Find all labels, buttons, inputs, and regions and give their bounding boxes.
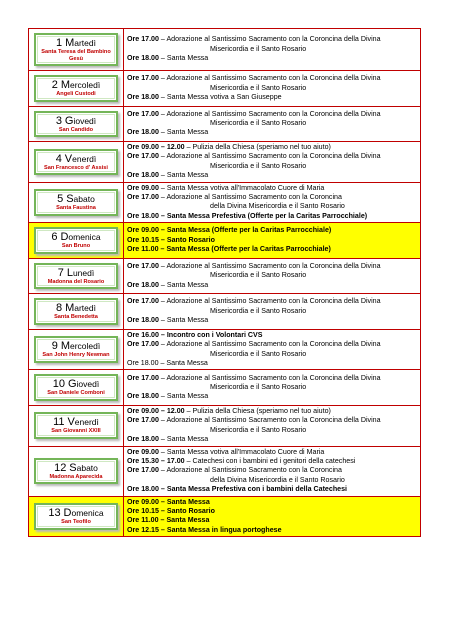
event-description: – Adorazione al Santissimo Sacramento con la Coroncina [158, 193, 342, 202]
event-line [127, 331, 417, 340]
events-cell [124, 71, 421, 107]
event-time: Ore 11.00 [127, 516, 159, 525]
event-time: Ore 10.15 [127, 506, 159, 515]
day-box [34, 189, 118, 216]
event-line [127, 416, 417, 425]
day-number: 10 [52, 378, 66, 391]
day-box [34, 111, 118, 138]
day-row [29, 446, 421, 496]
day-cell [29, 142, 124, 183]
day-cell [29, 71, 124, 107]
day-row [29, 142, 421, 183]
day-name [37, 79, 115, 91]
event-description: – Adorazione al Santissimo Sacramento con la Coroncina della Divina [158, 416, 381, 425]
event-description: – Santa Messa Prefestiva con i bambini della Catechesi [158, 485, 348, 494]
event-description: Ore 18.00 – Santa Messa [127, 358, 208, 367]
weekday-initial: L [66, 266, 73, 279]
day-name [37, 231, 115, 243]
event-continuation: Misericordia e il Santo Rosario [210, 425, 307, 434]
schedule-table [28, 28, 421, 537]
day-name [37, 462, 115, 474]
event-line [127, 212, 417, 221]
event-description: – Santa Messa [158, 128, 209, 137]
event-line [127, 171, 417, 180]
event-time: Ore 17.00 [127, 74, 159, 83]
event-continuation: Misericordia e il Santo Rosario [210, 382, 307, 391]
day-box [34, 75, 118, 102]
event-line [127, 281, 417, 290]
day-number: 2 [51, 79, 58, 91]
day-cell [29, 106, 124, 142]
event-continuation: Misericordia e il Santo Rosario [210, 161, 307, 170]
day-row [29, 370, 421, 406]
event-description: – Santa Messa [158, 392, 209, 401]
event-description: – Santa Messa votiva all'Immacolato Cuore di Maria [158, 447, 325, 456]
event-description: – Adorazione al Santissimo Sacramento con la Coroncina della Divina [158, 109, 381, 118]
day-box [34, 458, 118, 485]
event-time: Ore 09.00 [127, 226, 159, 235]
event-description: – Santa Messa in lingua portoghese [158, 525, 282, 534]
day-cell [29, 329, 124, 370]
event-description: – Pulizia della Chiesa (speriamo nel tuo aiuto) [184, 406, 331, 415]
day-name [37, 115, 115, 127]
event-line [127, 498, 417, 507]
sunday-row [29, 496, 421, 537]
event-description: – Santa Messa [158, 516, 210, 525]
event-line [127, 374, 417, 383]
day-name [37, 378, 115, 390]
saint-name: Madonna Aparecida [49, 473, 103, 480]
day-cell [29, 258, 124, 294]
event-line [127, 457, 417, 466]
event-line [127, 516, 417, 525]
event-line [127, 448, 417, 457]
day-row [29, 71, 421, 107]
event-time: Ore 11.00 [127, 245, 159, 254]
event-time: Ore 18.00 [127, 92, 159, 101]
weekday-initial: M [60, 79, 70, 91]
event-line [127, 392, 417, 401]
event-line [127, 359, 417, 368]
event-time: Ore 17.00 [127, 373, 159, 382]
day-name [37, 267, 115, 279]
day-row [29, 329, 421, 370]
event-description: – Adorazione al Santissimo Sacramento con la Coroncina della Divina [158, 261, 381, 270]
event-line [127, 507, 417, 516]
event-line [127, 485, 417, 494]
event-time: Ore 17.00 [127, 35, 159, 44]
event-time: Ore 17.00 [127, 193, 159, 202]
event-line [127, 110, 417, 119]
saint-name: Madonna del Rosario [47, 278, 105, 285]
events-cell [124, 223, 421, 259]
event-time: Ore 18.00 [127, 171, 159, 180]
day-name [37, 193, 115, 205]
event-line [127, 526, 417, 535]
day-number: 6 [51, 231, 58, 244]
day-number: 12 [54, 461, 67, 474]
day-box [34, 412, 118, 439]
event-time: Ore 16.00 [127, 330, 159, 339]
event-time: Ore 18.00 [127, 54, 159, 63]
weekday-initial: S [69, 461, 77, 474]
events-cell [124, 496, 421, 537]
events-cell [124, 294, 421, 330]
events-cell [124, 405, 421, 446]
day-box [34, 503, 118, 530]
event-time: Ore 18.00 [127, 392, 159, 401]
weekday-rest: enerdì [74, 417, 99, 428]
event-description: – Santa Messa [158, 280, 209, 289]
weekday-rest: ercoledì [69, 80, 101, 90]
event-line [127, 407, 417, 416]
event-time: Ore 10.15 [127, 235, 159, 244]
event-time: Ore 17.00 [127, 109, 159, 118]
weekday-rest: artedì [74, 303, 96, 314]
events-cell [124, 142, 421, 183]
event-description: – Adorazione al Santissimo Sacramento con la Coroncina della Divina [158, 297, 381, 306]
event-time: Ore 17.00 [127, 261, 159, 270]
weekday-rest: artedì [74, 38, 96, 48]
event-description: – Santa Messa (Offerte per la Caritas Parrocchiale) [158, 245, 331, 254]
event-time: Ore 17.00 [127, 466, 159, 475]
weekday-initial: D [60, 231, 69, 244]
day-number: 13 [48, 507, 61, 520]
day-cell [29, 405, 124, 446]
weekday-rest: omenica [71, 508, 104, 519]
weekday-initial: V [64, 152, 73, 165]
saint-name: San Bruno [61, 243, 91, 250]
event-line [127, 340, 417, 349]
day-name [37, 416, 115, 428]
day-number: 8 [56, 302, 63, 315]
event-time: Ore 09.00 – 12.00 [127, 143, 185, 151]
event-time: Ore 18.00 [127, 128, 159, 137]
events-cell [124, 182, 421, 223]
day-box [34, 227, 118, 254]
event-time: Ore 09.00 [127, 183, 159, 192]
event-description: – Santo Rosario [158, 506, 215, 515]
weekday-initial: M [65, 37, 75, 49]
day-name [37, 302, 115, 314]
event-description: – Santa Messa [158, 435, 209, 444]
event-line [127, 128, 417, 137]
event-description: – Santa Messa [158, 171, 209, 180]
event-description: – Santa Messa [158, 54, 209, 63]
events-cell [124, 329, 421, 370]
event-time: Ore 18.00 [127, 280, 159, 289]
event-continuation: Misericordia e il Santo Rosario [210, 44, 307, 53]
event-time: Ore 18.00 [127, 485, 159, 494]
day-name [37, 37, 115, 49]
event-continuation: Misericordia e il Santo Rosario [210, 271, 307, 280]
day-box [34, 263, 118, 290]
event-description: – Santa Messa votiva a San Giuseppe [158, 92, 282, 101]
event-line [127, 184, 417, 193]
event-line [127, 226, 417, 235]
day-box [34, 336, 118, 363]
day-number: 9 [51, 340, 58, 353]
saint-name: San Teofilo [61, 519, 91, 526]
weekday-initial: M [65, 302, 75, 315]
day-name [37, 507, 115, 519]
event-description: – Catechesi con i bambini ed i genitori della catechesi [184, 456, 356, 465]
day-row [29, 182, 421, 223]
day-cell [29, 29, 124, 71]
saint-name: San Candido [58, 126, 94, 133]
event-time: Ore 09.00 – 12.00 [127, 406, 185, 415]
day-cell [29, 294, 124, 330]
saint-name: Santa Benedetta [54, 314, 98, 321]
event-time: Ore 15.30 – 17.00 [127, 456, 185, 465]
event-description: – Santa Messa votiva all'Immacolato Cuore di Maria [158, 183, 325, 192]
day-number: 3 [55, 114, 62, 127]
saint-name: Angeli Custodi [56, 91, 96, 97]
saint-name: Santa Teresa del Bambino Gesù [41, 49, 111, 62]
event-line [127, 435, 417, 444]
day-row [29, 258, 421, 294]
event-time: Ore 09.00 [127, 447, 159, 456]
events-cell [124, 258, 421, 294]
weekday-rest: enerdì [72, 153, 97, 164]
event-time: Ore 09.00 [127, 497, 159, 506]
day-box [34, 298, 118, 325]
day-row [29, 405, 421, 446]
weekday-rest: iovedì [73, 115, 97, 126]
event-line [127, 316, 417, 325]
event-time: Ore 17.00 [127, 297, 159, 306]
event-line [127, 262, 417, 271]
day-box [34, 149, 118, 176]
event-description: – Pulizia della Chiesa (speriamo nel tuo aiuto) [184, 143, 331, 151]
saint-name: San Francesco d' Assisi [44, 164, 108, 171]
day-name [37, 340, 115, 352]
event-line [127, 152, 417, 161]
weekday-initial: M [60, 340, 70, 353]
saint-name: San Giovanni XXIII [51, 428, 101, 435]
event-time: Ore 18.00 [127, 316, 159, 325]
event-line [127, 245, 417, 254]
event-continuation: Misericordia e il Santo Rosario [210, 349, 307, 358]
weekday-rest: iovedì [76, 379, 100, 390]
event-line [127, 54, 417, 63]
weekday-initial: S [66, 193, 74, 206]
saint-name: San Daniele Comboni [47, 390, 105, 397]
weekday-initial: V [67, 416, 75, 429]
event-line [127, 236, 417, 245]
day-number: 7 [57, 266, 64, 279]
event-description: – Incontro con i Volontari CVS [158, 330, 263, 339]
events-cell [124, 446, 421, 496]
weekday-initial: D [63, 507, 72, 520]
event-line [127, 297, 417, 306]
event-continuation: della Divina Misericordia e il Santo Rosario [210, 202, 345, 211]
day-name [37, 153, 115, 165]
event-continuation: della Divina Misericordia e il Santo Rosario [210, 475, 345, 484]
day-row [29, 294, 421, 330]
event-line [127, 193, 417, 202]
day-cell [29, 370, 124, 406]
day-row [29, 106, 421, 142]
weekday-initial: G [67, 378, 77, 391]
event-description: – Adorazione al Santissimo Sacramento con la Coroncina della Divina [158, 152, 381, 161]
event-description: – Santa Messa [158, 497, 210, 506]
event-description: – Adorazione al Santissimo Sacramento con la Coroncina [158, 466, 342, 475]
event-time: Ore 18.00 [127, 435, 159, 444]
event-description: – Adorazione al Santissimo Sacramento con la Coroncina della Divina [158, 340, 381, 349]
day-box [34, 374, 118, 401]
event-line [127, 143, 417, 152]
day-cell [29, 496, 124, 537]
weekday-rest: omenica [68, 232, 101, 243]
event-description: – Santo Rosario [158, 235, 215, 244]
event-description: – Santa Messa [158, 316, 209, 325]
events-cell [124, 106, 421, 142]
event-description: – Santa Messa Prefestiva (Offerte per la Caritas Parrocchiale) [158, 211, 368, 220]
event-line [127, 35, 417, 44]
day-cell [29, 223, 124, 259]
event-time: Ore 18.00 [127, 211, 159, 220]
event-time: Ore 17.00 [127, 416, 159, 425]
event-line [127, 74, 417, 83]
event-description: – Adorazione al Santissimo Sacramento con la Coroncina della Divina [158, 74, 381, 83]
weekday-rest: unedì [72, 267, 95, 278]
event-time: Ore 17.00 [127, 152, 159, 161]
day-cell [29, 182, 124, 223]
event-continuation: Misericordia e il Santo Rosario [210, 306, 307, 315]
saint-name: Santa Faustina [56, 205, 96, 212]
event-time: Ore 12.15 [127, 525, 159, 534]
event-description: – Adorazione al Santissimo Sacramento con la Coroncina della Divina [158, 35, 381, 44]
event-line [127, 466, 417, 475]
weekday-rest: ercoledì [69, 341, 101, 352]
events-cell [124, 29, 421, 71]
weekday-rest: abato [76, 462, 98, 473]
day-number: 1 [56, 37, 63, 49]
sunday-row [29, 223, 421, 259]
event-description: – Santa Messa (Offerte per la Caritas Parrocchiale) [158, 226, 332, 235]
events-cell [124, 370, 421, 406]
event-continuation: Misericordia e il Santo Rosario [210, 83, 307, 92]
event-line [127, 93, 417, 102]
day-number: 4 [55, 152, 62, 165]
event-description: – Adorazione al Santissimo Sacramento con la Coroncina della Divina [158, 373, 381, 382]
day-number: 11 [53, 416, 65, 429]
day-cell [29, 446, 124, 496]
day-row [29, 29, 421, 71]
saint-name: San John Henry Newman [42, 352, 110, 359]
weekday-initial: G [64, 114, 74, 127]
weekday-rest: abato [73, 194, 95, 205]
event-continuation: Misericordia e il Santo Rosario [210, 119, 307, 128]
day-number: 5 [57, 193, 64, 206]
day-box [34, 33, 118, 66]
event-time: Ore 17.00 [127, 340, 159, 349]
